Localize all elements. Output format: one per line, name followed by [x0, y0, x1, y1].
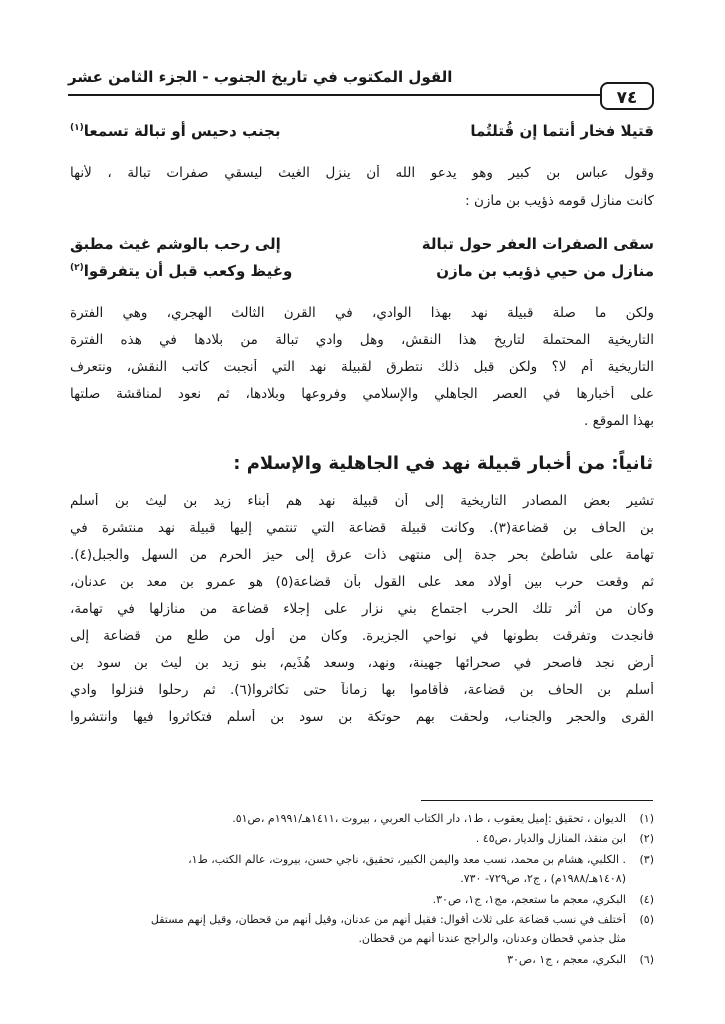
paragraph-line: كانت منازل قومه ذؤيب بن مازن : [465, 193, 654, 209]
paragraph-line: بهذا الموقع . [584, 413, 654, 429]
verse-hemistich-right: منازل من حيي ذؤيب بن مازن [436, 262, 654, 280]
verse-line [70, 235, 654, 261]
footnote: (٥)أختلف في نسب قضاعة على ثلاث أقوال: فقيل أنهم من عدنان، وقيل أنهم من قحطان، وقيل إنهم مستقل [150, 913, 654, 926]
paragraph-line: أسلم بن الحاف بن قضاعة، فأقاموا بها زماناً حتى تكاثروا(٦). ثم رحلوا فنزلوا وادي [70, 682, 654, 698]
page-header [68, 62, 654, 110]
paragraph-line: وكان من أثر تلك الحرب اجتماع بني نزار على إجلاء قضاعة من منازلها في تهامة، [70, 601, 654, 617]
verse-line [70, 122, 654, 148]
footnote-ref: (٢) [70, 263, 84, 273]
paragraph-line: ولكن ما صلة قبيلة نهد بهذا الوادي، في القرن الثالث الهجري، وهي الفترة [70, 305, 654, 321]
page-number: ٧٤ [600, 82, 654, 110]
footnote: (٣). الكلبي، هشام بن محمد، نسب معد واليمن الكبير، تحقيق، ناجي حسن، بيروت، عالم الكتب، ط١، [188, 853, 654, 866]
paragraph-line: التاريخية المحتملة لتاريخ هذا النقش، وهل وادي تبالة من بلادها في هذه الفترة [70, 332, 654, 348]
footnote-ref: (١) [70, 123, 84, 133]
verse-line [70, 262, 654, 288]
footnote: (٢)ابن منقذ، المنازل والديار ،ص٤٥ . [475, 832, 654, 845]
paragraph-line: أرض نجد فاصحر في صحرائها جهينة، ونهد، وسعد هُذَيم، بنو زيد بن ليث بن سود بن [70, 655, 654, 671]
section-heading: ثانياً: من أخبار قبيلة نهد في الجاهلية والإسلام : [233, 453, 653, 474]
verse-hemistich-right: قتيلا فخار أنتما إن قُتلتُما [470, 122, 654, 140]
paragraph-line: وقول عباس بن كبير وهو يدعو الله أن ينزل الغيث ليسقي صفرات تبالة ، لأنها [70, 165, 654, 181]
footnote: (٤)البكري، معجم ما ستعجم، مج١، ج١، ص٣٠. [432, 893, 654, 906]
verse-hemistich-left: وغيظ وكعب قبل أن يتفرقوا$^{(٢)}$ [70, 262, 293, 280]
running-title: القول المكتوب في تاريخ الجنوب - الجزء الثامن عشر [68, 68, 453, 86]
footnote: مثل جذمي قحطان وعدنان، والراجح عندنا أنهم من قحطان. [358, 932, 626, 945]
paragraph-line: على أخبارها في العصر الجاهلي والإسلامي وفروعها وبلادها، ثم نعود لمناقشة صلتها [70, 386, 654, 402]
footnote-separator [421, 800, 653, 801]
paragraph-line: التاريخية أم لا؟ ولكن قبل ذلك نتطرق لقبيلة نهد التي أنجبت كاتب النقش، ونتعرف [70, 359, 654, 375]
footnote: (١)الديوان ، تحقيق :إميل يعقوب ، ط١، دار الكتاب العربي ، بيروت ،١٤١١هـ/١٩٩١م ،ص٥١. [232, 812, 654, 825]
verse-hemistich-right: سقى الصفرات العفر حول تبالة [421, 235, 654, 253]
paragraph-line: ثم وقعت حرب بين أولاد معد على القول بأن قضاعة(٥) هو عمرو بن معد بن عدنان، [70, 574, 654, 590]
paragraph-line: بن الحاف بن قضاعة(٣). وكانت قبيلة قضاعة التي تنتمي إليها قبيلة نهد منتشرة في [70, 520, 654, 536]
header-rule [68, 94, 610, 96]
verse-hemistich-left: إلى رحب بالوشم غيث مطبق [70, 235, 281, 253]
paragraph-line: تشير بعض المصادر التاريخية إلى أن قبيلة نهد هم أبناء زيد بن ليث بن أسلم [70, 493, 654, 509]
paragraph-line: فانجدت وتفرقت بطونها في نواحي الجزيرة. وكان من أول من طلع من قضاعة إلى [70, 628, 654, 644]
footnote: (١٤٠٨هـ/١٩٨٨م) ، ج٢، ص٧٢٩- ٧٣٠. [460, 872, 626, 885]
paragraph-line: تهامة على شاطئ بحر جدة إلى منتهى ذات عرق إلى حيز الحرم من السهل والجبل(٤). [70, 547, 654, 563]
verse-hemistich-left: بجنب دحيس أو تبالة تسمعا$^{(١)}$ [70, 122, 281, 140]
paragraph-line: القرى والحجر والجناب، ولحقت بهم حوتكة بن سود بن أسلم فتكاثروا فيها وانتشروا [70, 709, 654, 725]
footnote: (٦)البكري، معجم ، ج١ ،ص٣٠ [507, 953, 654, 966]
